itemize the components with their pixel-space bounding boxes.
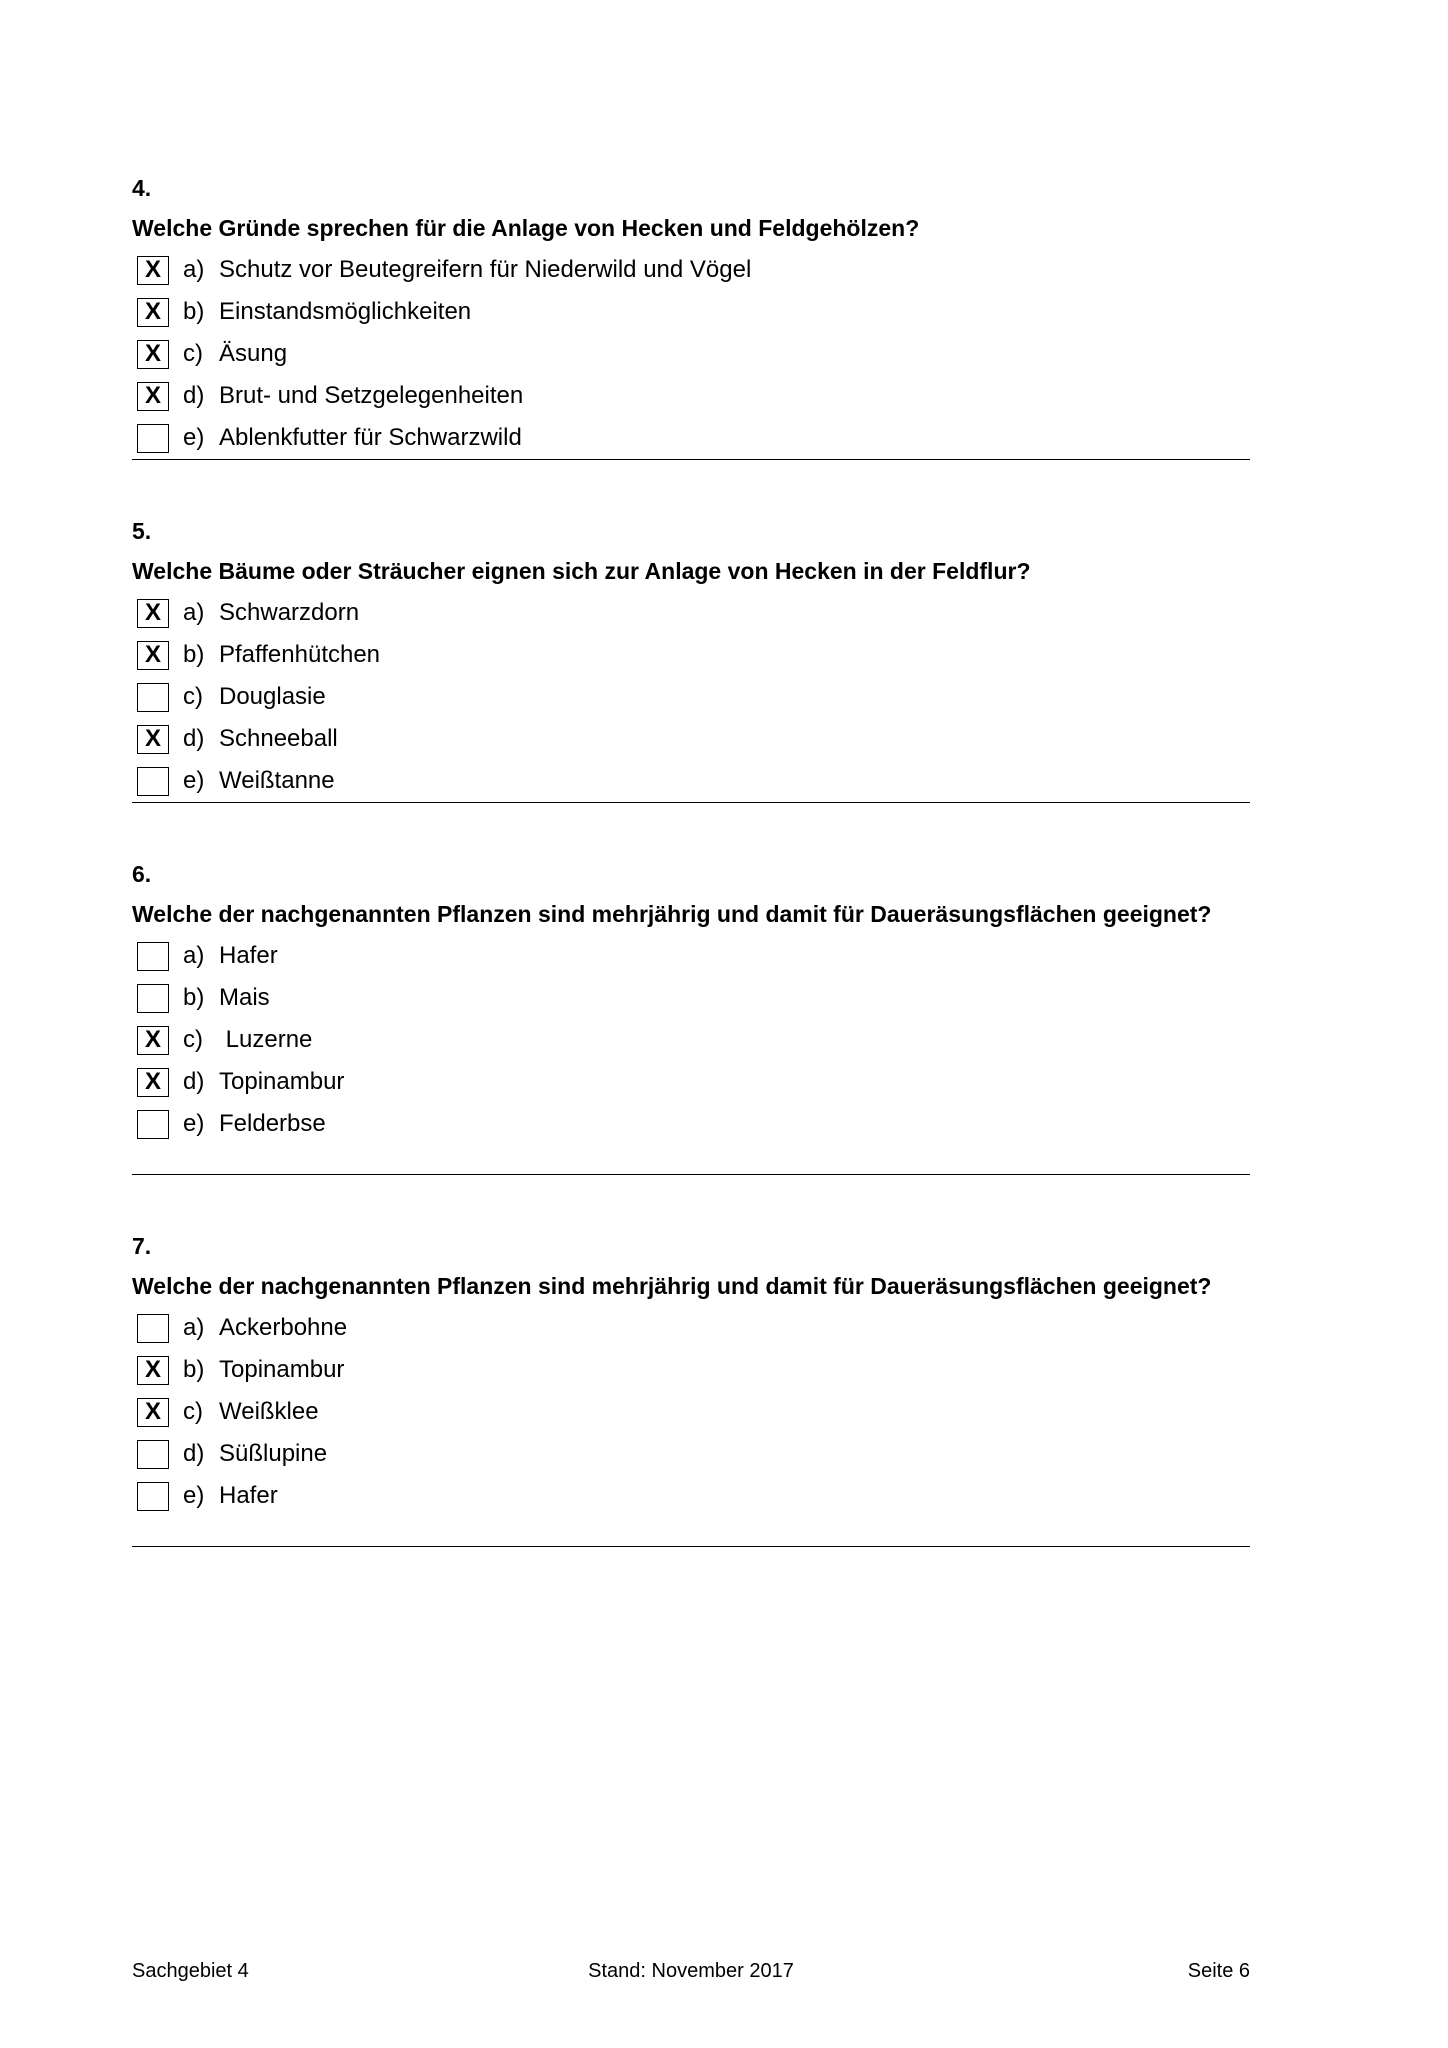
option-text: Felderbse bbox=[219, 1110, 326, 1137]
answer-checkbox[interactable] bbox=[137, 767, 169, 796]
answer-option-c bbox=[132, 333, 1250, 375]
question-divider bbox=[132, 1174, 1250, 1175]
option-text: Schwarzdorn bbox=[219, 599, 360, 626]
answer-option-d bbox=[132, 718, 1250, 760]
option-text: Douglasie bbox=[219, 683, 326, 710]
answer-option-b bbox=[132, 1349, 1250, 1391]
answer-checkbox[interactable]: X bbox=[137, 1026, 169, 1055]
answer-option-a bbox=[132, 1307, 1250, 1349]
option-text: Luzerne bbox=[219, 1026, 313, 1053]
footer-page-number: Seite 6 bbox=[1187, 1960, 1250, 1982]
question-7 bbox=[132, 1232, 1250, 1517]
option-text: Topinambur bbox=[219, 1068, 345, 1095]
answer-option-a bbox=[132, 249, 1250, 291]
answer-option-e bbox=[132, 417, 1250, 459]
answer-option-b bbox=[132, 291, 1250, 333]
question-number: 7. bbox=[132, 1233, 152, 1259]
question-divider bbox=[132, 1546, 1250, 1547]
option-letter: c) bbox=[183, 1398, 203, 1425]
question-number: 4. bbox=[132, 175, 152, 201]
option-letter: d) bbox=[183, 1440, 205, 1467]
option-text: Ablenkfutter für Schwarzwild bbox=[219, 424, 522, 451]
answer-option-e bbox=[132, 760, 1250, 802]
question-text: Welche Gründe sprechen für die Anlage von Hecken und Feldgehölzen? bbox=[132, 215, 920, 241]
answer-checkbox[interactable] bbox=[137, 1482, 169, 1511]
footer-section-label: Sachgebiet 4 bbox=[132, 1960, 249, 1982]
question-text: Welche der nachgenannten Pflanzen sind mehrjährig und damit für Daueräsungsflächen geeignet? bbox=[132, 901, 1212, 927]
answer-option-d bbox=[132, 375, 1250, 417]
answer-options bbox=[132, 592, 1250, 802]
answer-checkbox[interactable]: X bbox=[137, 725, 169, 754]
question-number: 6. bbox=[132, 861, 152, 887]
option-text: Weißtanne bbox=[219, 767, 335, 794]
answer-options bbox=[132, 249, 1250, 459]
option-letter: a) bbox=[183, 599, 205, 626]
option-text: Hafer bbox=[219, 1482, 278, 1509]
answer-option-c bbox=[132, 1019, 1250, 1061]
answer-checkbox[interactable]: X bbox=[137, 1068, 169, 1097]
answer-options bbox=[132, 1307, 1250, 1517]
question-6 bbox=[132, 860, 1250, 1145]
option-text: Ackerbohne bbox=[219, 1314, 348, 1341]
answer-option-b bbox=[132, 977, 1250, 1019]
answer-option-a bbox=[132, 592, 1250, 634]
option-letter: b) bbox=[183, 984, 205, 1011]
option-text: Weißklee bbox=[219, 1398, 319, 1425]
answer-checkbox[interactable] bbox=[137, 424, 169, 453]
answer-checkbox[interactable]: X bbox=[137, 298, 169, 327]
answer-option-c bbox=[132, 1391, 1250, 1433]
option-letter: e) bbox=[183, 767, 205, 794]
option-letter: e) bbox=[183, 1482, 205, 1509]
answer-checkbox[interactable] bbox=[137, 1440, 169, 1469]
question-text: Welche der nachgenannten Pflanzen sind mehrjährig und damit für Daueräsungsflächen geeignet? bbox=[132, 1273, 1212, 1299]
option-letter: c) bbox=[183, 683, 203, 710]
answer-checkbox[interactable] bbox=[137, 942, 169, 971]
option-text: Einstandsmöglichkeiten bbox=[219, 298, 472, 325]
answer-checkbox[interactable]: X bbox=[137, 382, 169, 411]
option-letter: e) bbox=[183, 424, 205, 451]
option-letter: a) bbox=[183, 1314, 205, 1341]
option-text: Äsung bbox=[219, 340, 288, 367]
answer-checkbox[interactable] bbox=[137, 1110, 169, 1139]
answer-option-c bbox=[132, 676, 1250, 718]
question-text: Welche Bäume oder Sträucher eignen sich zur Anlage von Hecken in der Feldflur? bbox=[132, 558, 1031, 584]
option-letter: b) bbox=[183, 298, 205, 325]
question-4 bbox=[132, 174, 1250, 459]
answer-option-d bbox=[132, 1061, 1250, 1103]
option-text: Schutz vor Beutegreifern für Niederwild und Vögel bbox=[219, 256, 752, 283]
question-number: 5. bbox=[132, 518, 152, 544]
option-letter: c) bbox=[183, 1026, 203, 1053]
option-text: Schneeball bbox=[219, 725, 338, 752]
answer-checkbox[interactable]: X bbox=[137, 599, 169, 628]
question-5 bbox=[132, 517, 1250, 802]
answer-option-a bbox=[132, 935, 1250, 977]
option-letter: a) bbox=[183, 256, 205, 283]
page-footer bbox=[132, 1960, 1250, 1984]
option-text: Brut- und Setzgelegenheiten bbox=[219, 382, 524, 409]
answer-checkbox[interactable]: X bbox=[137, 1398, 169, 1427]
footer-date: Stand: November 2017 bbox=[588, 1960, 794, 1982]
option-text: Mais bbox=[219, 984, 270, 1011]
question-divider bbox=[132, 802, 1250, 803]
option-text: Hafer bbox=[219, 942, 278, 969]
option-text: Topinambur bbox=[219, 1356, 345, 1383]
answer-options bbox=[132, 935, 1250, 1145]
answer-checkbox[interactable] bbox=[137, 1314, 169, 1343]
option-letter: d) bbox=[183, 725, 205, 752]
option-letter: a) bbox=[183, 942, 205, 969]
option-text: Pfaffenhütchen bbox=[219, 641, 381, 668]
option-letter: b) bbox=[183, 641, 205, 668]
answer-checkbox[interactable]: X bbox=[137, 340, 169, 369]
answer-option-e bbox=[132, 1103, 1250, 1145]
option-letter: d) bbox=[183, 1068, 205, 1095]
answer-option-d bbox=[132, 1433, 1250, 1475]
question-divider bbox=[132, 459, 1250, 460]
answer-option-b bbox=[132, 634, 1250, 676]
option-letter: b) bbox=[183, 1356, 205, 1383]
answer-checkbox[interactable] bbox=[137, 984, 169, 1013]
answer-checkbox[interactable]: X bbox=[137, 256, 169, 285]
option-letter: e) bbox=[183, 1110, 205, 1137]
option-letter: c) bbox=[183, 340, 203, 367]
answer-checkbox[interactable] bbox=[137, 683, 169, 712]
answer-checkbox[interactable]: X bbox=[137, 641, 169, 670]
option-letter: d) bbox=[183, 382, 205, 409]
answer-checkbox[interactable]: X bbox=[137, 1356, 169, 1385]
answer-option-e bbox=[132, 1475, 1250, 1517]
option-text: Süßlupine bbox=[219, 1440, 328, 1467]
